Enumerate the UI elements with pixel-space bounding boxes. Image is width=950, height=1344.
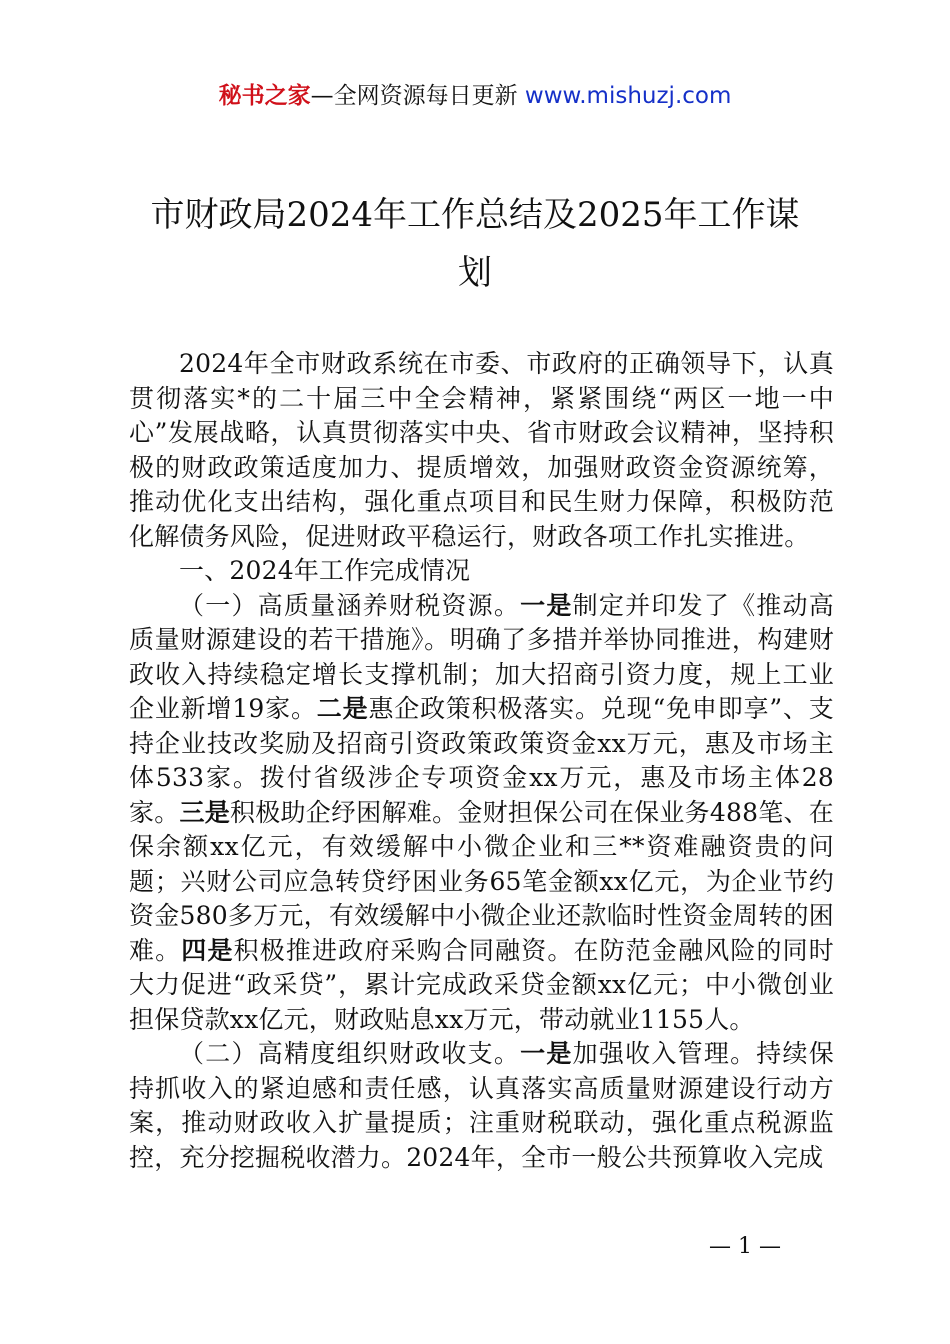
subsection-heading: （一）高质量涵养财税资源。 bbox=[179, 590, 521, 620]
text-segment: 加强收入管理。持续保持抓收入的紧迫感和责任感，认真落实高质量财源建设行动方案，推动财政收入扩量提质；注重财税联动，强化重点税源监控，充分挖掘税收潜力。2024年，全市一般公共预算收入完成 bbox=[129, 1039, 834, 1172]
body-paragraph bbox=[129, 1037, 834, 1175]
text-segment: 积极推进政府采购合同融资。在防范金融风险的同时大力促进“政采贷”，累计完成政采贷金额xx亿元；中小微创业担保贷款xx亿元，财政贴息xx万元，带动就业1155人。 bbox=[129, 935, 834, 1034]
emphasis-label: 一是 bbox=[520, 590, 573, 620]
document-body bbox=[129, 347, 834, 1175]
emphasis-label: 一是 bbox=[520, 1039, 573, 1068]
document-title-line-2: 划 bbox=[458, 253, 492, 293]
subsection-heading: （二）高精度组织财政收支。 bbox=[179, 1039, 521, 1068]
site-banner bbox=[0, 80, 950, 112]
text-segment: 惠企政策积极落实。兑现“免申即享”、支持企业技改奖励及招商引资政策政策资金xx万元，惠及市场主体533家。拨付省级涉企专项资金xx万元，惠及市场主体28家。 bbox=[129, 694, 834, 827]
emphasis-label: 四是 bbox=[181, 935, 234, 965]
text-segment: 一、2024年工作完成情况 bbox=[179, 556, 471, 585]
text-segment: 2024年全市财政系统在市委、市政府的正确领导下，认真贯彻落实*的二十届三中全会精神，紧紧围绕“两区一地一中心”发展战略，认真贯彻落实中央、省市财政会议精神，坚持积极的财政政策适度加力、提质增效，加强财政资金资源统筹，推动优化支出结构，强化重点项目和民生财力保障，积极防范化解债务风险，促进财政平稳运行，财政各项工作扎实推进。 bbox=[129, 349, 834, 551]
emphasis-label: 二是 bbox=[316, 694, 369, 723]
text-segment: 积极助企纾困解难。金财担保公司在保业务488笔、在保余额xx亿元，有效缓解中小微企业和三**资难融资贵的问题；兴财公司应急转贷纾困业务65笔金额xx亿元，为企业节约资金580多万元，有效缓解中小微企业还款临时性资金周转的困难。 bbox=[129, 797, 834, 965]
document-title-line-1: 市财政局2024年工作总结及2025年工作谋 bbox=[150, 195, 800, 235]
text-segment: 制定并印发了《推动高质量财源建设的若干措施》。明确了多措并举协同推进，构建财政收入持续稳定增长支撑机制；加大招商引资力度，规上工业企业新增19家。 bbox=[129, 590, 834, 723]
section-heading bbox=[129, 554, 834, 589]
site-tagline: —全网资源每日更新 bbox=[310, 83, 525, 109]
emphasis-label: 三是 bbox=[179, 797, 231, 827]
body-paragraph bbox=[129, 589, 834, 1038]
body-paragraph bbox=[129, 347, 834, 554]
page-number: — 1 — bbox=[709, 1234, 781, 1259]
site-url-link[interactable]: www.mishuzj.com bbox=[524, 83, 732, 109]
site-brand: 秘书之家 bbox=[218, 83, 311, 109]
document-title bbox=[130, 186, 820, 302]
